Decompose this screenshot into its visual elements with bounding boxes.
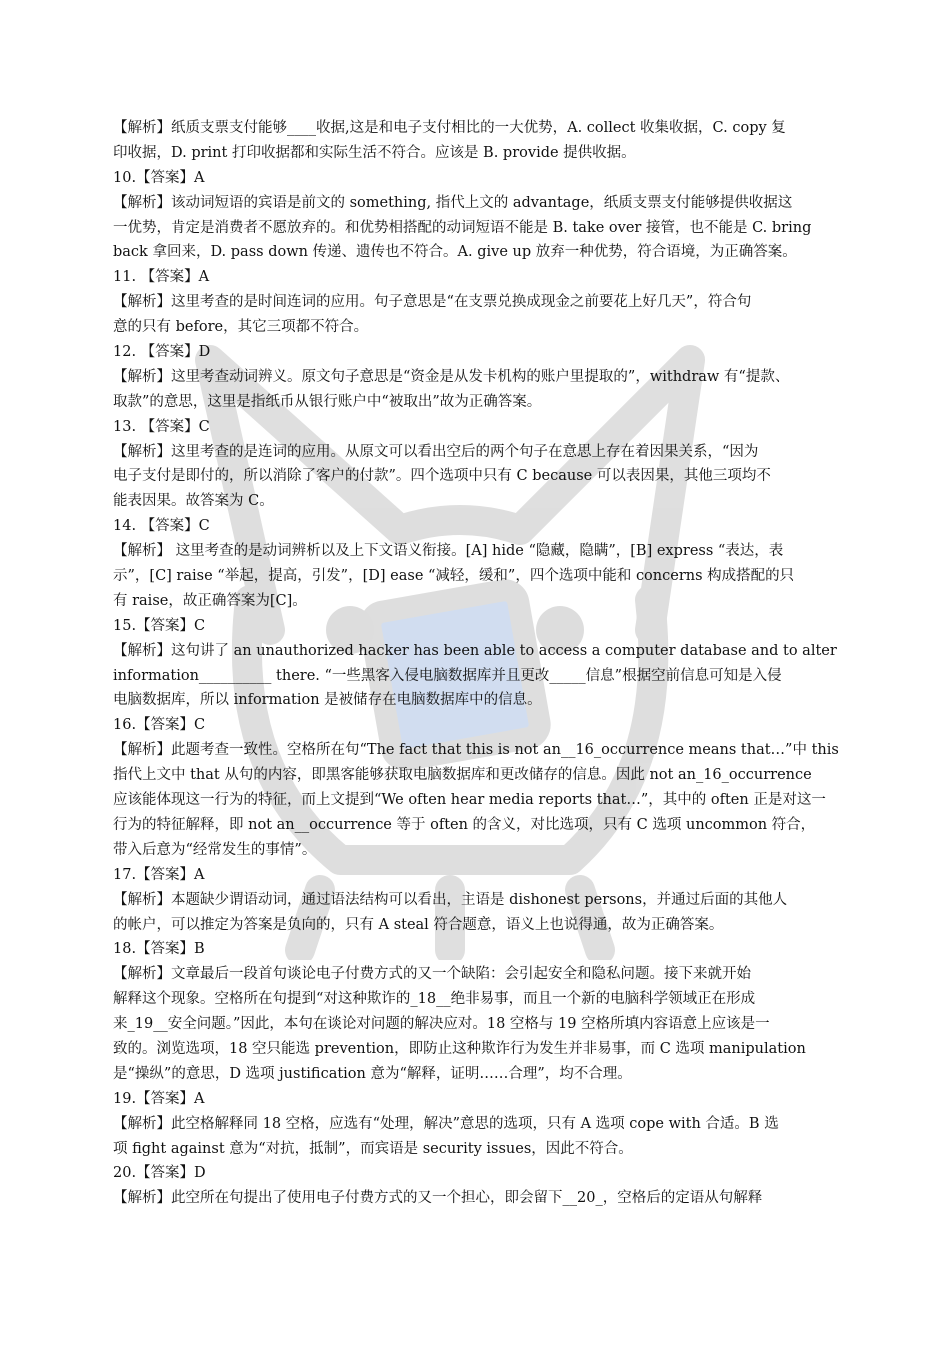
text-line: 致的。浏览选项，18 空只能选 prevention，即防止这种欺诈行为发生并非易事，而 C 选项 manipulation [113,1040,806,1057]
answer-line: 18.【答案】B [113,941,205,958]
answer-line: 12. 【答案】D [113,344,211,361]
analysis-text [113,116,858,1211]
text-line: 【解析】此空所在句提出了使用电子付费方式的又一个担心，即会留下__20_，空格后的定语从句解释 [113,1190,763,1207]
answer-line: 10.【答案】A [113,169,205,186]
text-line: back 拿回来，D. pass down 传递、遗传也不符合。A. give up 放弃一种优势，符合语境，为正确答案。 [113,244,797,261]
answer-line: 17.【答案】A [113,866,205,883]
text-line: 【解析】这句讲了 an unauthorized hacker has been able to access a computer database and to alter [113,642,837,659]
text-line: 印收据，D. print 打印收据都和实际生活不符合。应该是 B. provide 提供收据。 [113,144,636,161]
text-line: 【解析】此空格解释同 18 空格，应选有“处理，解决”意思的选项，只有 A 选项 cope with 合适。B 选 [113,1115,779,1132]
text-line: information__________ there. “一些黑客入侵电脑数据库并且更改_____信息”根据空前信息可知是入侵 [113,667,782,684]
text-line: 能表因果。故答案为 C。 [113,493,274,510]
text-line: 【解析】纸质支票支付能够____收据,这是和电子支付相比的一大优势，A. collect 收集收据，C. copy 复 [113,120,786,136]
text-line: 【解析】此题考查一致性。空格所在句“The fact that this is not an__16_occurrence means that…”中 this [113,742,839,759]
text-line: 的帐户，可以推定为答案是负向的，只有 A steal 符合题意，语义上也说得通，故为正确答案。 [113,916,724,933]
answer-line: 13. 【答案】C [113,418,210,435]
answer-line: 20.【答案】D [113,1165,206,1182]
text-line: 意的只有 before，其它三项都不符合。 [113,319,369,336]
answer-line: 16.【答案】C [113,717,206,734]
answer-line: 15.【答案】C [113,617,206,634]
text-line: 项 fight against 意为“对抗，抵制”，而宾语是 security issues，因此不符合。 [113,1140,633,1157]
answer-line: 14. 【答案】C [113,518,210,535]
text-line: 行为的特征解释，即 not an__occurrence 等于 often 的含义，对比选项，只有 C 选项 uncommon 符合， [113,816,816,833]
text-line: 【解析】 这里考查的是动词辨析以及上下文语义衔接。[A] hide “隐藏，隐瞒”，[B] express “表达，表 [113,543,784,560]
text-line: 指代上文中 that 从句的内容，即黑客能够获取电脑数据库和更改储存的信息。因此 not an_16_occurrence [113,767,812,784]
text-line: 解释这个现象。空格所在句提到“对这种欺诈的_18__绝非易事，而且一个新的电脑科学领域正在形成 [113,991,756,1008]
answer-line: 19.【答案】A [113,1090,205,1107]
text-line: 带入后意为“经常发生的事情”。 [113,841,317,858]
text-line: 电脑数据库，所以 information 是被储存在电脑数据库中的信息。 [113,692,542,709]
text-line: 电子支付是即付的，所以消除了客户的付款”。四个选项中只有 C because 可以表因果，其他三项均不 [113,468,771,485]
text-line: 一优势，肯定是消费者不愿放弃的。和优势相搭配的动词短语不能是 B. take over 接管，也不能是 C. bring [113,219,812,236]
text-line: 【解析】这里考查动词辨义。原文句子意思是“资金是从发卡机构的账户里提取的”，withdraw 有“提款、 [113,368,790,385]
text-line: 【解析】本题缺少谓语动词，通过语法结构可以看出，主语是 dishonest persons，并通过后面的其他人 [113,891,788,908]
text-line: 来_19__安全问题。”因此，本句在谈论对问题的解决应对。18 空格与 19 空格所填内容语意上应该是一 [113,1016,770,1033]
text-line: 应该能体现这一行为的特征，而上文提到“We often hear media reports that…”，其中的 often 正是对这一 [113,792,826,809]
text-line: 【解析】这里考查的是连词的应用。从原文可以看出空后的两个句子在意思上存在着因果关系，“因为 [113,443,759,460]
text-line: 取款”的意思，这里是指纸币从银行账户中“被取出”故为正确答案。 [113,393,542,410]
text-line: 是“操纵”的意思，D 选项 justification 意为“解释，证明……合理”，均不合理。 [113,1065,632,1082]
text-line: 【解析】这里考查的是时间连词的应用。句子意思是“在支票兑换成现金之前要花上好几天”，符合句 [113,294,752,311]
text-line: 示”，[C] raise “举起，提高，引发”，[D] ease “减轻，缓和”，四个选项中能和 concerns 构成搭配的只 [113,568,795,585]
text-line: 有 raise，故正确答案为[C]。 [113,592,307,609]
text-line: 【解析】该动词短语的宾语是前文的 something, 指代上文的 advantage，纸质支票支付能够提供收据这 [113,194,793,211]
text-line: 【解析】文章最后一段首句谈论电子付费方式的又一个缺陷：会引起安全和隐私问题。接下来就开始 [113,966,751,983]
answer-line: 11. 【答案】A [113,269,210,286]
